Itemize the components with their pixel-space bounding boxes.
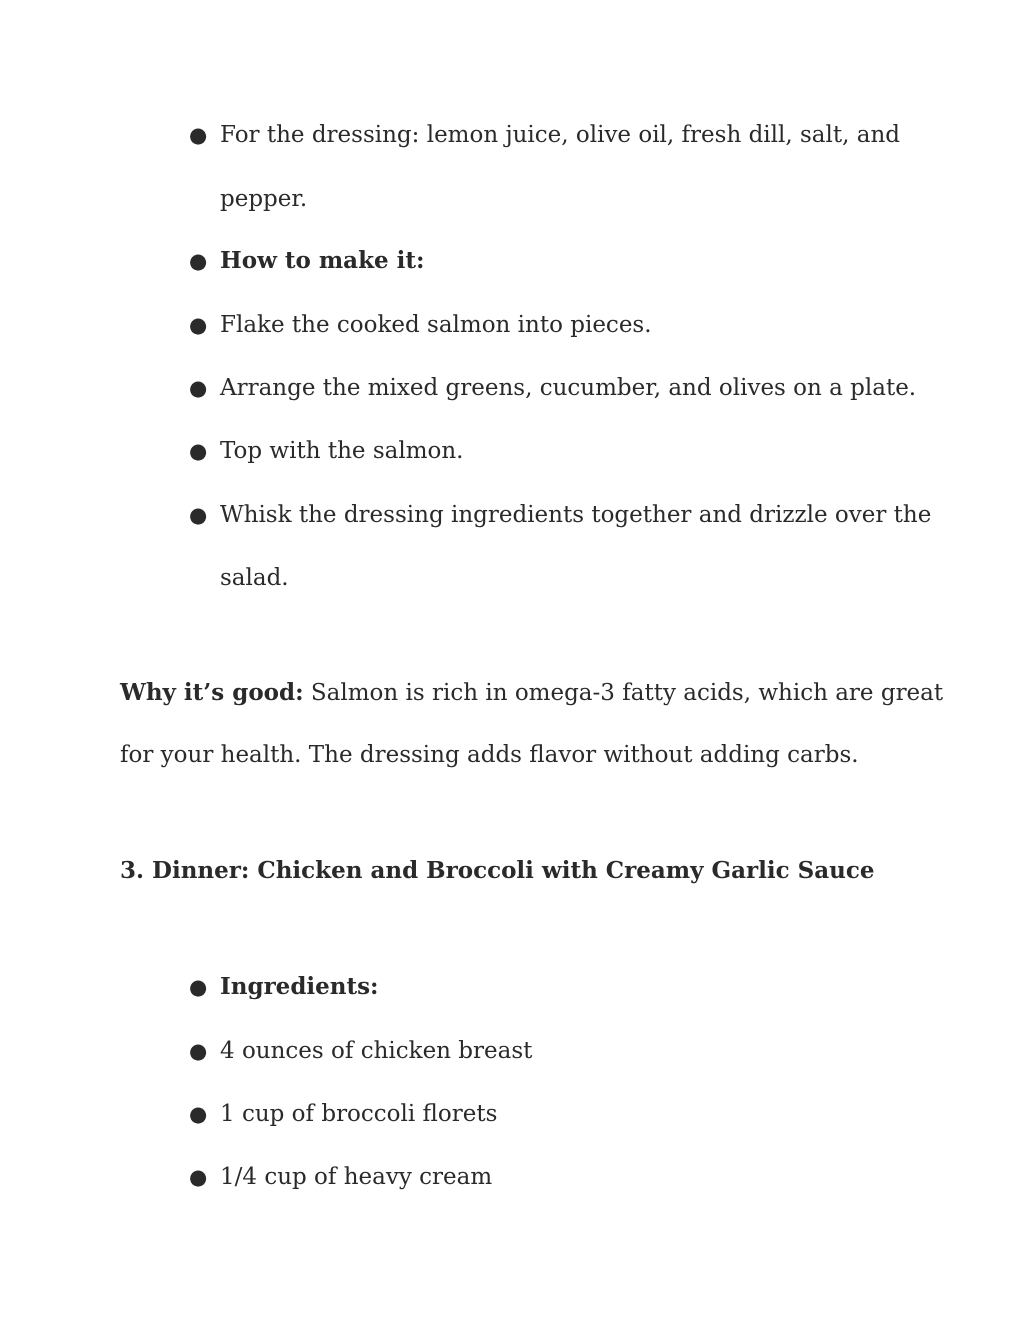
list-item-continuation: salad. [220, 565, 289, 591]
list-bullet: ● [189, 313, 208, 337]
why-good-text: Salmon is rich in omega-3 fatty acids, which are great [303, 680, 944, 706]
list-bullet: ● [189, 1165, 208, 1189]
list-item: Flake the cooked salmon into pieces. [220, 312, 652, 338]
list-item: 1 cup of broccoli florets [220, 1101, 498, 1127]
list-item: 4 ounces of chicken breast [220, 1038, 533, 1064]
paragraph-line: for your health. The dressing adds flavor without adding carbs. [120, 742, 859, 768]
list-item-continuation: pepper. [220, 186, 308, 212]
list-item: 1/4 cup of heavy cream [220, 1164, 493, 1190]
list-bullet: ● [189, 249, 208, 273]
list-bullet: ● [189, 123, 208, 147]
list-item: For the dressing: lemon juice, olive oil, fresh dill, salt, and [220, 122, 900, 148]
list-item: Whisk the dressing ingredients together and drizzle over the [220, 502, 932, 528]
list-bullet: ● [189, 1039, 208, 1063]
list-bullet: ● [189, 1102, 208, 1126]
list-bullet: ● [189, 376, 208, 400]
section-heading: 3. Dinner: Chicken and Broccoli with Creamy Garlic Sauce [120, 857, 875, 884]
paragraph-line [120, 678, 943, 708]
list-bullet: ● [189, 503, 208, 527]
list-item-heading: Ingredients: [220, 973, 379, 1000]
list-item-heading: How to make it: [220, 247, 425, 274]
list-item: Arrange the mixed greens, cucumber, and olives on a plate. [220, 375, 917, 401]
list-bullet: ● [189, 975, 208, 999]
why-good-label: Why it’s good: [120, 679, 304, 706]
list-item: Top with the salmon. [220, 438, 464, 464]
list-bullet: ● [189, 439, 208, 463]
